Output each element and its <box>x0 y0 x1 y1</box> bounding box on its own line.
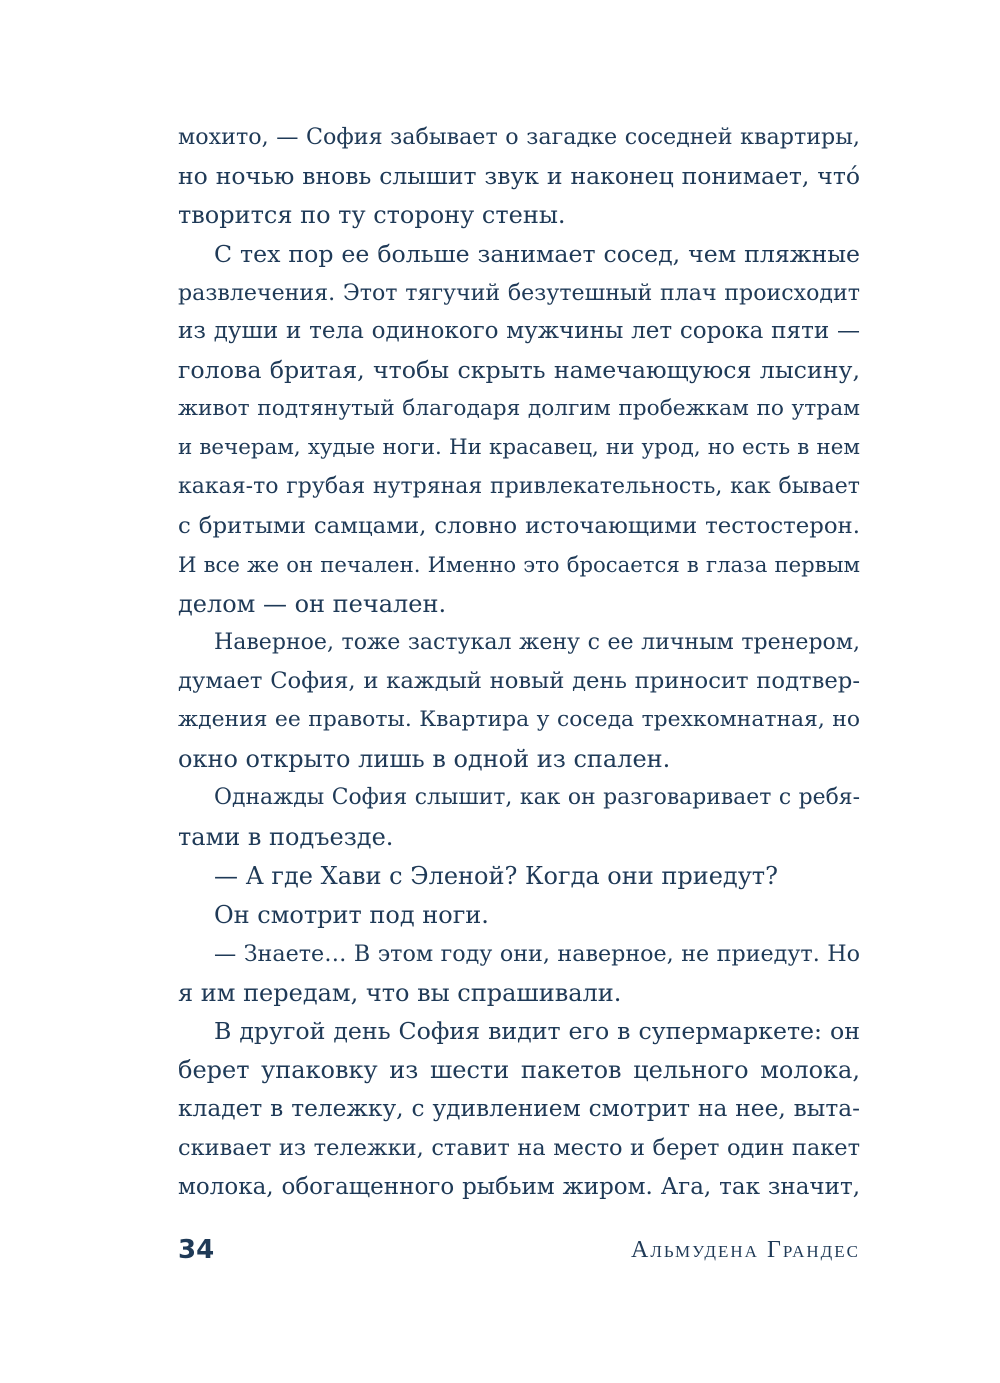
text-line: из души и тела одинокого мужчины лет сорока пяти — <box>178 318 860 345</box>
page-body <box>178 118 860 1207</box>
text-line: какая-то грубая нутряная привлекательность, как бывает <box>178 474 860 500</box>
text-line: живот подтянутый благодаря долгим пробежкам по утрам <box>178 396 860 422</box>
text-line: кладет в тележку, с удивлением смотрит на нее, выта- <box>178 1095 860 1123</box>
text-line: И все же он печален. Именно это бросается в глаза первым <box>178 551 860 577</box>
page-number: 34 <box>178 1235 215 1265</box>
text-line: думает София, и каждый новый день приносит подтвер- <box>178 668 860 695</box>
text-line: развлечения. Этот тягучий безутешный плач происходит <box>178 279 860 306</box>
text-line: Он смотрит под ноги. <box>214 900 489 929</box>
text-line: но ночью вновь слышит звук и наконец понимает, что́ <box>178 161 860 190</box>
text-line: я им передам, что вы спрашивали. <box>178 978 622 1007</box>
text-line: В другой день София видит его в супермаркете: он <box>214 1017 860 1046</box>
text-line: — Знаете… В этом году они, наверное, не приедут. Но <box>214 940 860 967</box>
text-line: окно открыто лишь в одной из спален. <box>178 745 671 774</box>
text-line: делом — он печален. <box>178 589 447 618</box>
text-line: с бритыми самцами, словно источающими тестостерон. <box>178 512 860 539</box>
text-line: Наверное, тоже застукал жену с ее личным тренером, <box>214 629 860 655</box>
text-line: берет упаковку из шести пакетов цельного молока, <box>178 1056 860 1085</box>
text-line: тами в подъезде. <box>178 823 394 852</box>
text-line: скивает из тележки, ставит на место и берет один пакет <box>178 1135 860 1162</box>
text-line: молока, обогащенного рыбьим жиром. Ага, так значит, <box>178 1174 860 1201</box>
text-line: Однажды София слышит, как он разговаривает с ребя- <box>214 785 860 811</box>
text-line: и вечерам, худые ноги. Ни красавец, ни урод, но есть в нем <box>178 435 860 461</box>
text-line: — А где Хави с Эленой? Когда они приедут? <box>214 861 778 890</box>
text-line: голова бритая, чтобы скрыть намечающуюся лысину, <box>178 356 860 385</box>
text-line: ждения ее правоты. Квартира у соседа трехкомнатная, но <box>178 707 860 733</box>
page-footer <box>178 1232 860 1268</box>
text-line: С тех пор ее больше занимает сосед, чем пляжные <box>214 239 860 268</box>
running-head-author: Альмудена Грандес <box>631 1237 860 1263</box>
text-line: мохито, — София забывает о загадке соседней квартиры, <box>178 124 860 150</box>
text-line: творится по ту сторону стены. <box>178 200 566 229</box>
